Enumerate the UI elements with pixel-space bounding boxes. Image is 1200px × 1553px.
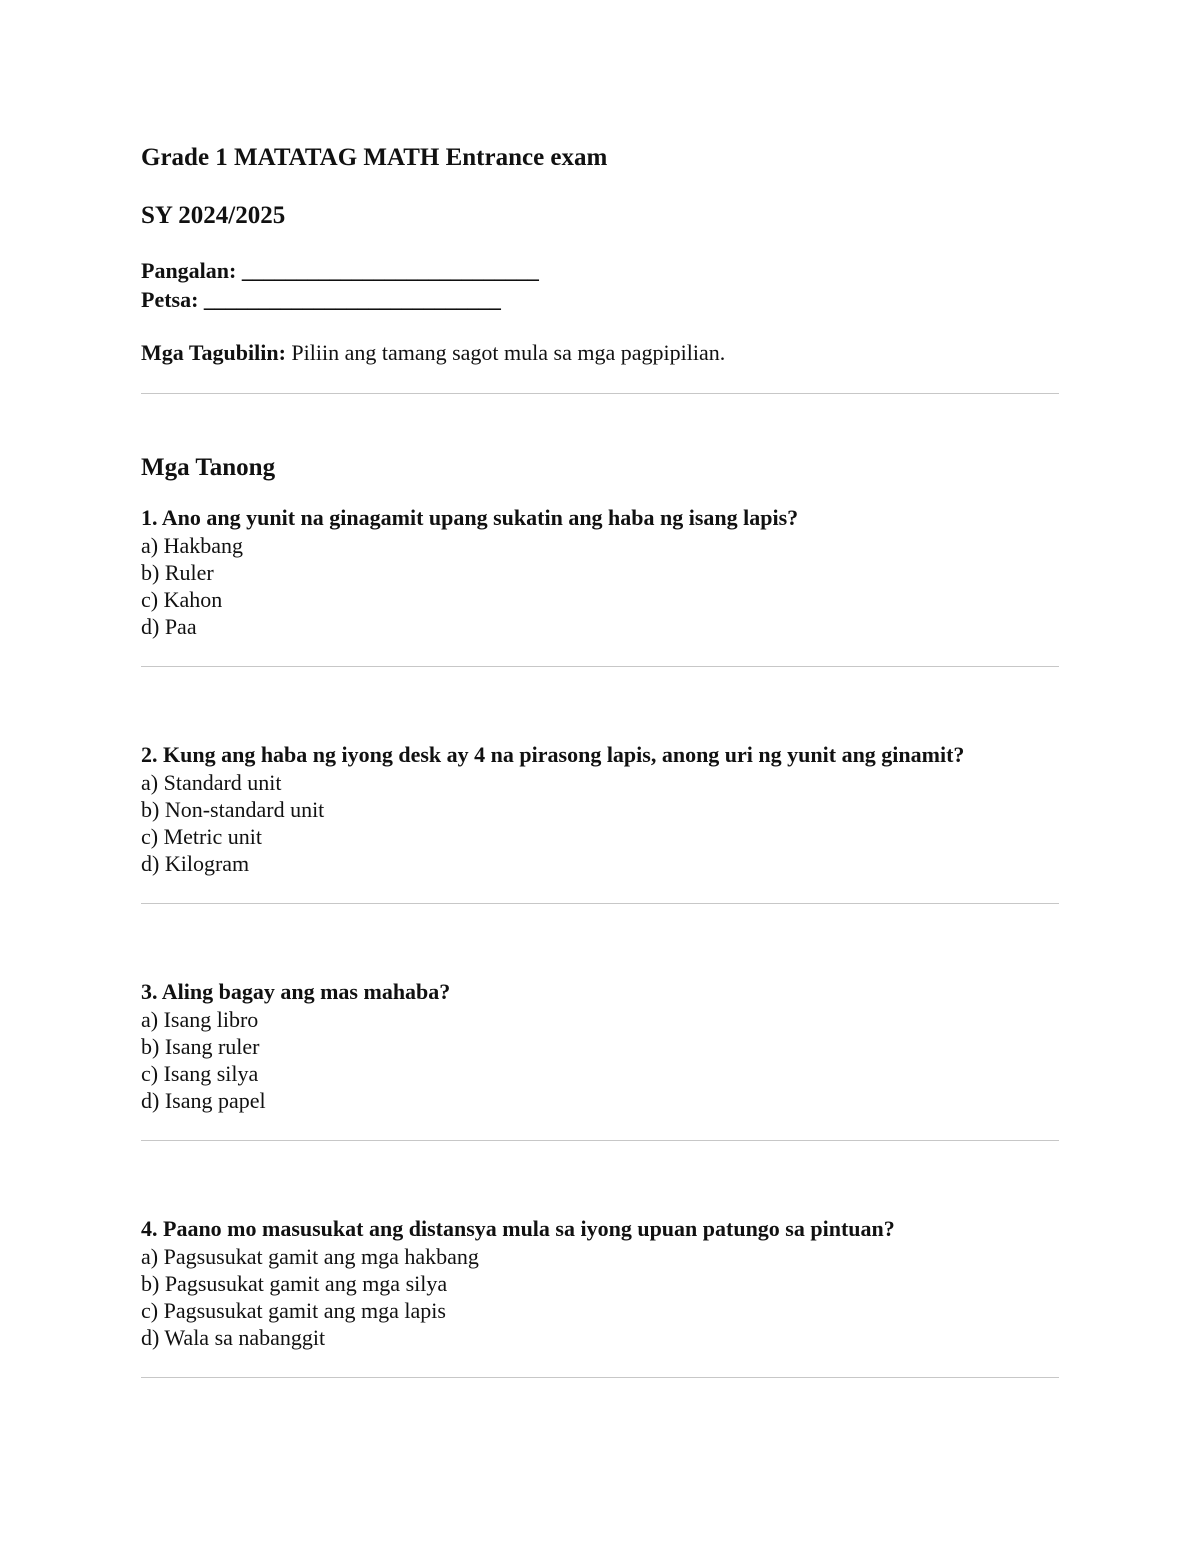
student-fields bbox=[141, 256, 1059, 314]
instructions bbox=[141, 338, 1059, 368]
header-divider bbox=[141, 393, 1059, 394]
choice-b: b) Non-standard unit bbox=[141, 797, 325, 822]
spacer bbox=[141, 904, 1059, 960]
question-divider bbox=[141, 1377, 1059, 1378]
choice-c: c) Metric unit bbox=[141, 824, 262, 849]
question-4 bbox=[141, 1215, 1059, 1378]
question-text: 4. Paano mo masusukat ang distansya mula sa iyong upuan patungo sa pintuan? bbox=[141, 1216, 895, 1241]
instructions-text: Piliin ang tamang sagot mula sa mga pagpipilian. bbox=[285, 340, 726, 365]
question-1 bbox=[141, 504, 1059, 667]
choice-a: a) Pagsusukat gamit ang mga hakbang bbox=[141, 1244, 479, 1269]
school-year: SY 2024/2025 bbox=[141, 202, 286, 229]
choice-b: b) Pagsusukat gamit ang mga silya bbox=[141, 1271, 448, 1296]
choice-c: c) Pagsusukat gamit ang mga lapis bbox=[141, 1298, 446, 1323]
choice-d: d) Isang papel bbox=[141, 1088, 266, 1113]
choice-a: a) Standard unit bbox=[141, 770, 282, 795]
question-text: 1. Ano ang yunit na ginagamit upang sukatin ang haba ng isang lapis? bbox=[141, 505, 799, 530]
name-field: Pangalan: ___________________________ bbox=[141, 258, 539, 283]
spacer bbox=[141, 667, 1059, 723]
choice-b: b) Isang ruler bbox=[141, 1034, 260, 1059]
exam-title: Grade 1 MATATAG MATH Entrance exam bbox=[141, 144, 608, 171]
choice-d: d) Wala sa nabanggit bbox=[141, 1325, 326, 1350]
date-field: Petsa: ___________________________ bbox=[141, 287, 501, 312]
choice-c: c) Isang silya bbox=[141, 1061, 259, 1086]
choice-b: b) Ruler bbox=[141, 560, 214, 585]
choice-c: c) Kahon bbox=[141, 587, 223, 612]
spacer bbox=[141, 1141, 1059, 1197]
instructions-label: Mga Tagubilin: bbox=[141, 340, 286, 365]
document-content bbox=[141, 140, 1059, 1378]
choice-a: a) Hakbang bbox=[141, 533, 244, 558]
choice-d: d) Kilogram bbox=[141, 851, 250, 876]
question-2 bbox=[141, 741, 1059, 904]
choice-a: a) Isang libro bbox=[141, 1007, 259, 1032]
question-3 bbox=[141, 978, 1059, 1141]
question-text: 2. Kung ang haba ng iyong desk ay 4 na pirasong lapis, anong uri ng yunit ang ginamit? bbox=[141, 742, 965, 767]
question-text: 3. Aling bagay ang mas mahaba? bbox=[141, 979, 451, 1004]
section-title: Mga Tanong bbox=[141, 454, 276, 481]
choice-d: d) Paa bbox=[141, 614, 197, 639]
